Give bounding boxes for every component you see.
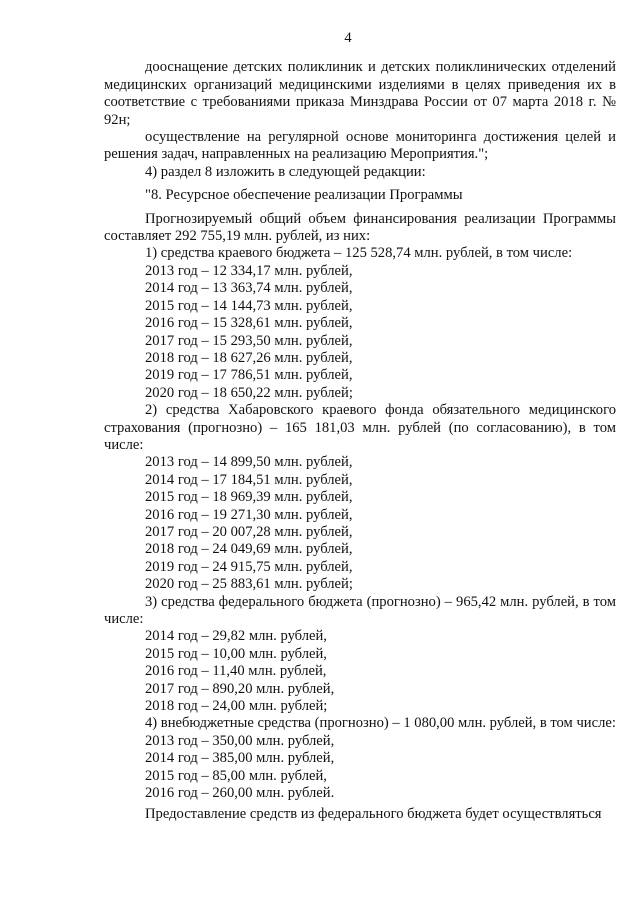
year-item: 2017 год – 890,20 млн. рублей,: [145, 680, 335, 697]
year-item: 2020 год – 18 650,22 млн. рублей;: [145, 384, 353, 401]
paragraph-intro: Прогнозируемый общий объем финансирования реализации Программы составляет 292 755,19 млн. рублей, из них:: [104, 210, 616, 245]
section-heading: "8. Ресурсное обеспечение реализации Программы: [145, 187, 463, 204]
year-item: 2016 год – 11,40 млн. рублей,: [145, 663, 327, 680]
year-item: 2015 год – 14 144,73 млн. рублей,: [145, 297, 353, 314]
year-item: 2016 год – 15 328,61 млн. рублей,: [145, 315, 353, 332]
year-item: 2015 год – 18 969,39 млн. рублей,: [145, 489, 353, 506]
year-list: [104, 733, 616, 803]
year-list: [104, 454, 616, 593]
year-item: 2018 год – 24 049,69 млн. рублей,: [145, 541, 353, 558]
paragraph-section-8: 4) раздел 8 изложить в следующей редакции:: [145, 163, 426, 180]
page-number: 4: [344, 30, 352, 46]
year-item: 2014 год – 29,82 млн. рублей,: [145, 628, 327, 645]
document-page: [104, 30, 616, 824]
source-title: 1) средства краевого бюджета – 125 528,74 млн. рублей, в том числе:: [145, 245, 573, 262]
year-item: 2017 год – 15 293,50 млн. рублей,: [145, 332, 353, 349]
year-item: 2018 год – 18 627,26 млн. рублей,: [145, 349, 353, 366]
year-item: 2013 год – 14 899,50 млн. рублей,: [145, 454, 353, 471]
year-item: 2017 год – 20 007,28 млн. рублей,: [145, 523, 353, 540]
year-item: 2015 год – 10,00 млн. рублей,: [145, 645, 327, 662]
year-item: 2013 год – 350,00 млн. рублей,: [145, 732, 335, 749]
paragraph-closing: Предоставление средств из федерального бюджета будет осуществляться: [145, 806, 602, 823]
year-item: 2015 год – 85,00 млн. рублей,: [145, 767, 327, 784]
year-item: 2019 год – 17 786,51 млн. рублей,: [145, 367, 353, 384]
funding-sources: [104, 245, 616, 802]
paragraph-equipment: дооснащение детских поликлиник и детских поликлинических отделений медицинских организаций медицинскими изделиями в целях приведения их в соответствие с требованиями приказа Минздрава России от 07 марта 2018 г. № 92н;: [104, 59, 616, 128]
year-list: [104, 263, 616, 402]
source-title: 3) средства федерального бюджета (прогнозно) – 965,42 млн. рублей, в том числе:: [104, 593, 616, 627]
year-list: [104, 628, 616, 715]
year-item: 2016 год – 260,00 млн. рублей.: [145, 785, 335, 802]
year-item: 2014 год – 385,00 млн. рублей,: [145, 750, 335, 767]
year-item: 2014 год – 13 363,74 млн. рублей,: [145, 280, 353, 297]
year-item: 2013 год – 12 334,17 млн. рублей,: [145, 262, 353, 279]
year-item: 2020 год – 25 883,61 млн. рублей;: [145, 576, 353, 593]
year-item: 2016 год – 19 271,30 млн. рублей,: [145, 506, 353, 523]
year-item: 2014 год – 17 184,51 млн. рублей,: [145, 471, 353, 488]
source-title: 2) средства Хабаровского краевого фонда обязательного медицинского страхования (прогнозно) – 165 181,03 млн. рублей (по согласованию), в том числе:: [104, 402, 616, 453]
year-item: 2019 год – 24 915,75 млн. рублей,: [145, 558, 353, 575]
source-title: 4) внебюджетные средства (прогнозно) – 1 080,00 млн. рублей, в том числе:: [145, 715, 616, 732]
paragraph-monitoring: осуществление на регулярной основе мониторинга достижения целей и решения задач, направленных на реализацию Мероприятия.";: [104, 129, 616, 163]
year-item: 2018 год – 24,00 млн. рублей;: [145, 698, 328, 715]
